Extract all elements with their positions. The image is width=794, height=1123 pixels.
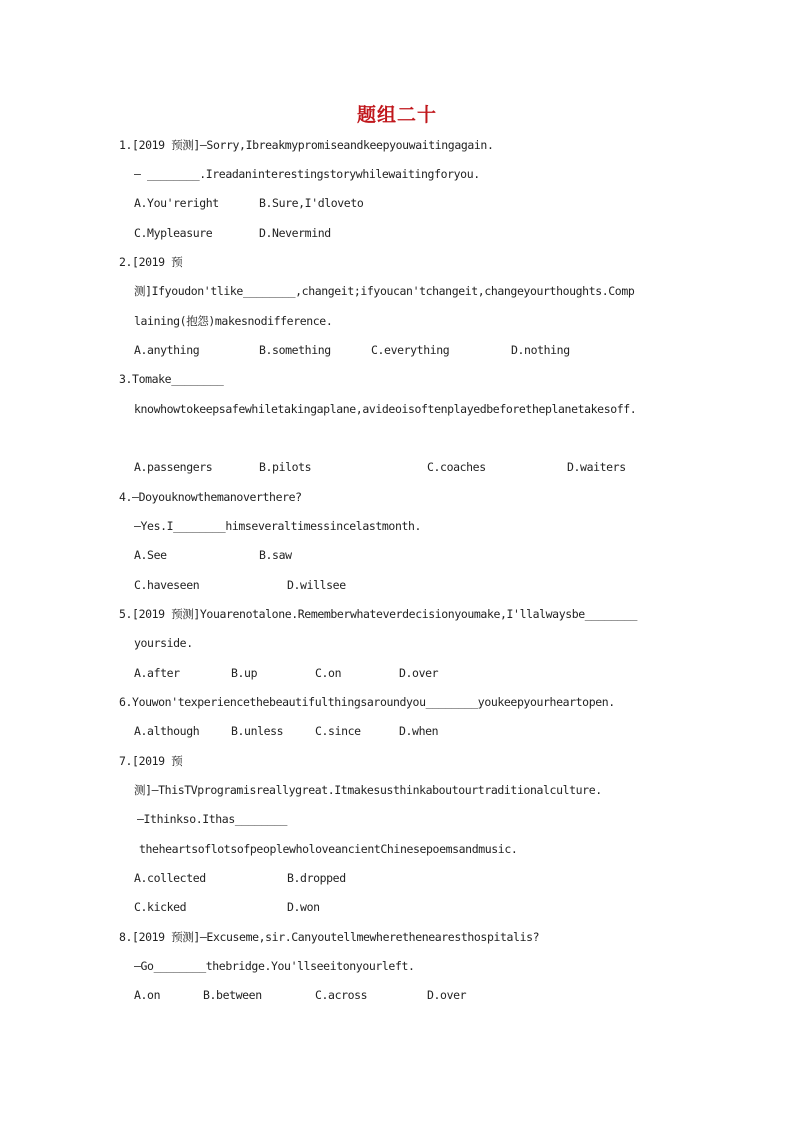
option-c: C.kicked — [134, 900, 187, 914]
question-stem: 3.Tomake________ — [119, 372, 224, 386]
question-stem: 7.[2019 预 — [119, 754, 183, 768]
question-stem: 2.[2019 预 — [119, 255, 183, 269]
option-b: B.up — [231, 666, 258, 680]
question-stem: laining(抱怨)makesnodifference. — [134, 314, 333, 328]
option-a: A.anything — [134, 343, 200, 357]
option-b: B.between — [203, 988, 262, 1002]
question-stem: yourside. — [134, 636, 193, 650]
option-c: C.across — [315, 988, 368, 1002]
option-d: D.over — [399, 666, 439, 680]
option-d: D.waiters — [567, 460, 626, 474]
option-a: A.passengers — [134, 460, 213, 474]
option-a: A.although — [134, 724, 200, 738]
option-c: C.since — [315, 724, 361, 738]
question-stem: —Ithinkso.Ithas________ — [137, 812, 288, 826]
question-stem: 8.[2019 预测]—Excuseme,sir.Canyoutellmewherethenearesthospitalis? — [119, 930, 540, 944]
option-c: C.on — [315, 666, 342, 680]
question-stem: 6.Youwon'texperiencethebeautifulthingsaroundyou________youkeepyourheartopen. — [119, 695, 615, 709]
question-stem: 测]—ThisTVprogramisreallygreat.Itmakesusthinkaboutourtraditionalculture. — [134, 783, 602, 797]
option-c: C.haveseen — [134, 578, 200, 592]
question-stem: 5.[2019 预测]Youarenotalone.Rememberwhateverdecisionyoumake,I'llalwaysbe________ — [119, 607, 637, 621]
question-stem: 4.—Doyouknowthemanoverthere? — [119, 490, 302, 504]
option-b: B.Sure,I'dloveto — [259, 196, 364, 210]
option-a: A.on — [134, 988, 161, 1002]
option-d: D.over — [427, 988, 467, 1002]
option-a: A.You'reright — [134, 196, 219, 210]
option-b: B.unless — [231, 724, 284, 738]
option-b: B.something — [259, 343, 331, 357]
question-stem: —Go________thebridge.You'llseeitonyourleft. — [134, 959, 415, 973]
option-b: B.pilots — [259, 460, 312, 474]
option-c: C.coaches — [427, 460, 486, 474]
option-d: D.nothing — [511, 343, 570, 357]
question-stem: knowhowtokeepsafewhiletakingaplane,avideoisoftenplayedbeforetheplanetakesoff. — [134, 402, 637, 416]
question-stem: theheartsoflotsofpeoplewholoveancientChinesepoemsandmusic. — [139, 842, 518, 856]
page-title: 题组二十 — [356, 104, 437, 126]
option-d: D.won — [287, 900, 320, 914]
option-a: A.collected — [134, 871, 206, 885]
question-stem: — ________.Ireadaninterestingstorywhilewaitingforyou. — [134, 167, 480, 181]
option-d: D.when — [399, 724, 439, 738]
question-stem: —Yes.I________himseveraltimessincelastmonth. — [134, 519, 422, 533]
option-b: B.saw — [259, 548, 292, 562]
option-d: D.Nevermind — [259, 226, 331, 240]
option-d: D.willsee — [287, 578, 346, 592]
option-c: C.Mypleasure — [134, 226, 213, 240]
question-stem: 1.[2019 预测]—Sorry,Ibreakmypromiseandkeepyouwaitingagain. — [119, 138, 494, 152]
question-stem: 测]Ifyoudon'tlike________,changeit;ifyoucan'tchangeit,changeyourthoughts.Comp — [134, 284, 635, 298]
option-a: A.after — [134, 666, 180, 680]
option-b: B.dropped — [287, 871, 346, 885]
option-c: C.everything — [371, 343, 450, 357]
option-a: A.See — [134, 548, 167, 562]
